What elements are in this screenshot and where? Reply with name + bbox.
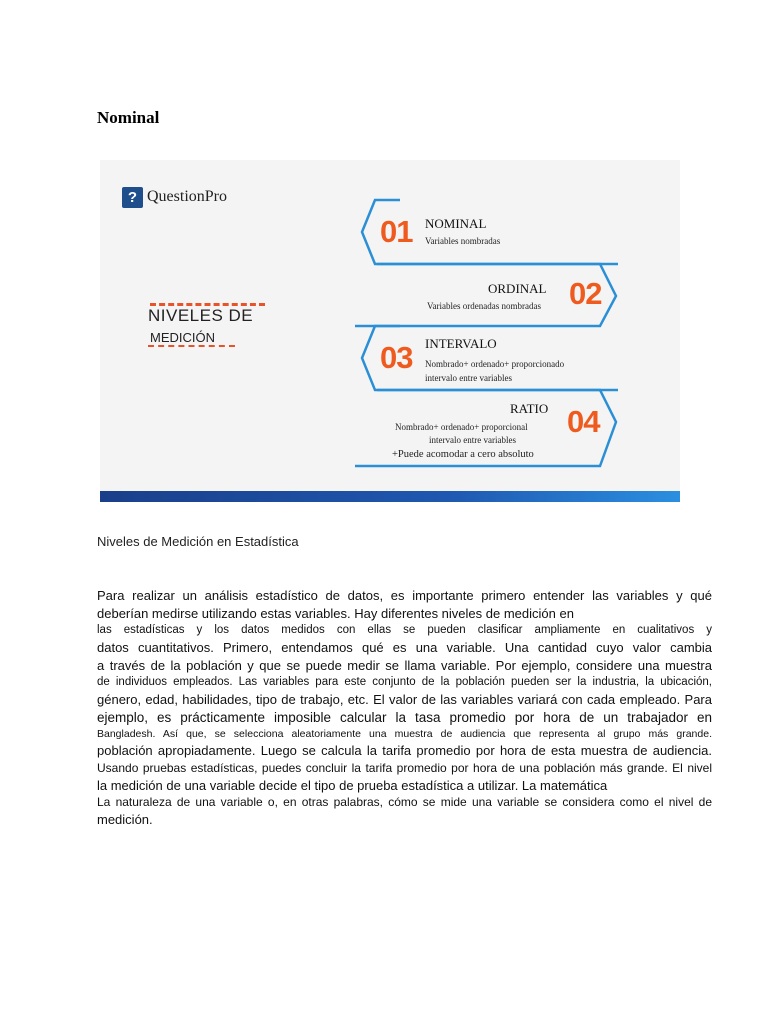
questionpro-logo <box>122 186 227 208</box>
paragraph-line: a través de la población y que se puede medir se llama variable. Por ejemplo, considere una muestra <box>97 657 712 673</box>
level-title-ratio: RATIO <box>510 401 549 416</box>
questionpro-logo-icon: ? <box>122 187 143 208</box>
paragraph-line: medición. <box>97 812 153 827</box>
level-sub-ordinal: Variables ordenadas nombradas <box>427 301 541 311</box>
level-number-04: 04 <box>567 404 600 439</box>
bottom-bar <box>100 491 680 502</box>
figure-title <box>148 306 253 347</box>
body-paragraph <box>97 587 712 829</box>
level-title-ordinal: ORDINAL <box>488 281 547 296</box>
level-number-02: 02 <box>569 276 602 311</box>
level-sub-ratio-3: +Puede acomodar a cero absoluto <box>392 449 534 460</box>
level-number-03: 03 <box>380 340 413 375</box>
paragraph-line: la medición de una variable decide el tipo de prueba estadística a utilizar. La matemática <box>97 777 608 793</box>
paragraph-line: Usando pruebas estadísticas, puedes concluir la tarifa promedio por hora de una población más grande. El nivel <box>97 760 712 775</box>
figure-title-line1: NIVELES DE <box>148 306 254 325</box>
paragraph-line: Bangladesh. Así que, se selecciona aleatoriamente una muestra de audiencia que representa al grupo más grande. <box>97 728 712 740</box>
level-sub-intervalo-2: intervalo entre variables <box>425 373 512 383</box>
level-sub-ratio-2: intervalo entre variables <box>429 435 516 445</box>
paragraph-line: datos cuantitativos. Primero, entendamos qué es una variable. Una cantidad cuyo valor cambia <box>97 640 712 655</box>
level-sub-ratio-1: Nombrado+ ordenado+ proporcional <box>395 422 528 432</box>
figure-caption: Niveles de Medición en Estadística <box>97 534 299 549</box>
section-heading: Nominal <box>97 108 160 127</box>
paragraph-line: las estadísticas y los datos medidos con ellas se pueden clasificar ampliamente en cualitativos y <box>97 624 712 636</box>
paragraph-line: Para realizar un análisis estadístico de datos, es importante primero entender las variables y qué <box>97 588 712 603</box>
paragraph-line: ejemplo, es prácticamente imposible calcular la tasa promedio por hora de un trabajador en <box>97 709 712 725</box>
level-number-01: 01 <box>380 214 413 249</box>
level-sub-intervalo-1: Nombrado+ ordenado+ proporcionado <box>425 359 565 369</box>
level-title-intervalo: INTERVALO <box>425 336 497 351</box>
level-sub-nominal: Variables nombradas <box>425 236 501 246</box>
paragraph-line: La naturaleza de una variable o, en otras palabras, cómo se mide una variable se considera como el nivel de <box>97 795 712 809</box>
logo-text: QuestionPro <box>147 188 227 205</box>
levels-of-measurement-figure <box>100 160 680 502</box>
paragraph-line: género, edad, habilidades, tipo de trabajo, etc. El valor de las variables variará con cada empleado. Para <box>97 692 712 707</box>
figure-title-line2: MEDICIÓN <box>148 330 235 347</box>
paragraph-line: población apropiadamente. Luego se calcula la tarifa promedio por hora de esta muestra de audiencia. <box>97 743 712 758</box>
paragraph-line: deberían medirse utilizando estas variables. Hay diferentes niveles de medición en <box>97 605 574 621</box>
paragraph-line: de individuos empleados. Las variables para este conjunto de la población pueden ser la industria, la ubicación, <box>97 676 712 688</box>
level-title-nominal: NOMINAL <box>425 216 487 231</box>
